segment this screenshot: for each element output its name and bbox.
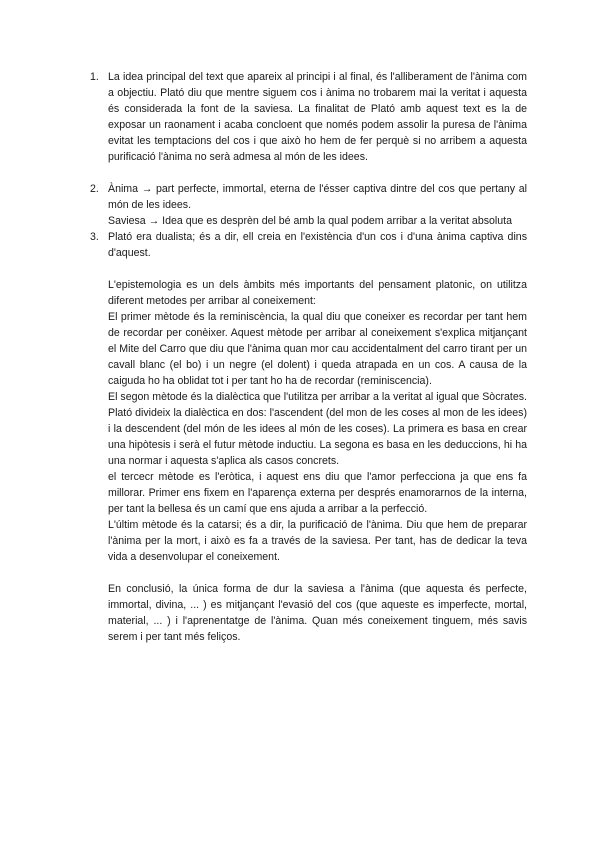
essay-method-reminiscence: El primer mètode és la reminiscència, la qual diu que coneixer es recordar per tant hem de recordar per conèixer. Aquest mètode per arribar al coneixement s'explica mitjançant el Mite del Carro que diu que l'ànima quan mor cau accidentalment del carro tirant per un cavall blanc (el bo) i un negre (el dolent) i queda atrapada en un cos. A causa de la caiguda ho ha oblidat tot i per tant ho ha de recordar (reminiscencia).	[108, 311, 527, 387]
answer-item-3	[90, 229, 527, 261]
essay-conclusion: En conclusió, la única forma de dur la saviesa a l'ànima (que aquesta és perfecte, immortal, divina, ... ) es mitjançant l'evasió del cos (que aqueste es imperfecte, mortal, material, ... ) i l'aprenentatge de l'ànima. Quan més coneixement tinguem, més savis serem i per tant més feliços.	[108, 583, 527, 643]
answer-item-1	[90, 69, 527, 165]
answer-paragraph: Plató era dualista; és a dir, ell creia en l'existència d'un cos i d'una ànima captiva dins d'aquest.	[108, 231, 527, 259]
essay-section	[90, 277, 527, 645]
list-number: 1.	[90, 71, 99, 83]
answer-item-2	[90, 181, 527, 229]
definition-anima: Ànima → part perfecte, immortal, eterna de l'ésser captiva dintre del cos que pertany al món de les idees.	[108, 183, 527, 211]
essay-method-catharsis: L'últim mètode és la catarsi; és a dir, la purificació de l'ànima. Diu que hem de preparar l'ànima per la mort, i això es fa a través de la saviesa. Per tant, has de dedicar la teva vida a desenvolupar el coneixement.	[108, 519, 527, 563]
essay-method-dialectic: El segon mètode és la dialèctica que l'utilitza per arribar a la veritat al igual que Sòcrates. Plató divideix la dialèctica en dos: l'ascendent (del mon de les coses al mon de les idees) i la descendent (del món de les idees al món de les coses). La primera es basa en crear una hipòtesis i serà el futur mètode inductiu. La segona es basa en les deduccions, hi ha una normar i aquesta s'aplica als casos concrets.	[108, 391, 527, 467]
document-body	[90, 69, 527, 645]
answer-paragraph: La idea principal del text que apareix al principi i al final, és l'alliberament de l'ànima com a objectiu. Plató diu que mentre siguem cos i ànima no trobarem mai la veritat i aquesta és considerada la font de la saviesa. La finalitat de Plató amb aquest text es la de exposar un raonament i acaba concloent que només podem assolir la puresa de l'ànima evitat les temptacions del cos i que això ho hem de fer perquè si no arribem a aquesta purificació l'ànima no serà admesa al món de les idees.	[108, 71, 527, 163]
essay-method-erotic: el tercecr mètode es l'eròtica, i aquest ens diu que l'amor perfecciona ja que ens fa millorar. Primer ens fixem en l'aparença externa per després enamorarnos de la interna, per tant la bellesa és un camí que ens ajuda a arribar a la perfecció.	[108, 471, 527, 515]
essay-intro: L'epistemologia es un dels àmbits més importants del pensament platonic, on utilitza diferent metodes per arribar al coneixement:	[108, 279, 527, 307]
numbered-answers	[90, 69, 527, 261]
definition-saviesa: Saviesa → Idea que es desprèn del bé amb la qual podem arribar a la veritat absoluta	[108, 215, 512, 227]
list-number: 3.	[90, 231, 99, 243]
list-number: 2.	[90, 183, 99, 195]
